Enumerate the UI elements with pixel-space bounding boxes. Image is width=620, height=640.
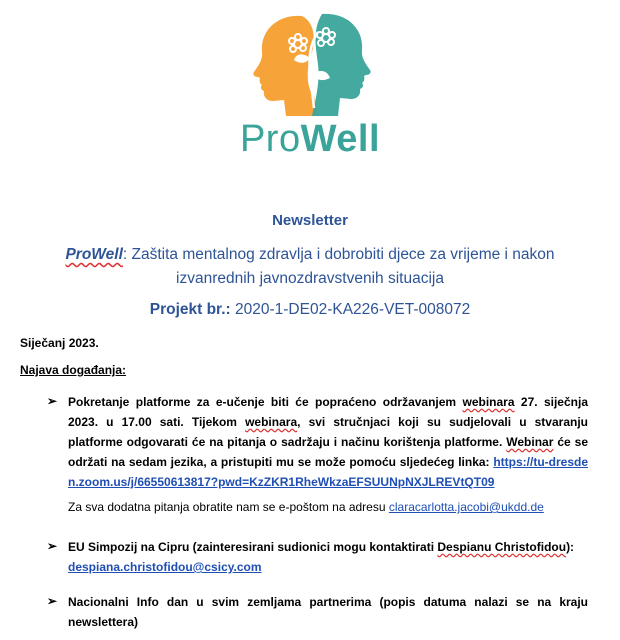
orange-head-shape <box>253 16 318 116</box>
brand-name <box>0 118 620 161</box>
item-text-webinar: Webinar <box>506 435 554 449</box>
symposium-email-link[interactable]: despiana.christofidou@csicy.com <box>68 560 262 574</box>
events-heading: Najava događanja: <box>20 363 127 377</box>
subtitle-line1: Zaštita mentalnog zdravlja i dobrobiti djece za vrijeme i nakon <box>127 246 555 263</box>
project-name: ProWell <box>65 246 123 263</box>
teal-head-shape <box>312 14 371 116</box>
brand-bold: Well <box>300 118 381 160</box>
contact-text: Za sva dodatna pitanja obratite nam se e-poštom na adresu <box>68 500 389 514</box>
bullet-arrow-icon: ➢ <box>47 594 58 608</box>
newsletter-title: Newsletter <box>272 212 348 229</box>
project-label: Projekt br.: <box>149 301 231 318</box>
subtitle-line2: izvanrednih javnozdravstvenih situacija <box>176 270 444 287</box>
project-number <box>0 301 620 319</box>
newsletter-subtitle <box>30 243 590 291</box>
bullet-arrow-icon: ➢ <box>47 539 58 553</box>
item-text: EU Simpozij na Cipru (zainteresirani sudionici mogu kontaktirati <box>68 540 438 554</box>
item-text-webinar: webinara <box>245 415 298 429</box>
bullet-arrow-icon: ➢ <box>47 394 58 408</box>
item-text: ): <box>566 540 575 554</box>
list-item-symposium <box>68 537 588 577</box>
item-text: 27. siječnja 2023. u 17.00 sati. Tijekom <box>68 395 588 429</box>
item-text: Pokretanje platforme za e-učenje biti će popraćeno održavanjem <box>68 395 463 409</box>
item-text: , svi stručnjaci koji su sudjelovali u stvaranju platforme odgovarati će na pitanja o sadržaju i načinu korištenja platforme. <box>68 415 588 449</box>
issue-date: Siječanj 2023. <box>20 336 99 350</box>
item-text-contact: Despianu Christofidou <box>437 540 567 554</box>
brand-light: Pro <box>239 118 301 160</box>
list-item-info-day: Nacionalni Info dan u svim zemljama partnerima (popis datuma nalazi se na kraju newslettera) <box>68 595 588 629</box>
item-text: će se održati na sedam jezika, a pristupiti mu se može pomoću sljedećeg linka: <box>68 435 588 469</box>
webinar-zoom-link[interactable]: https://tu-dresden.zoom.us/j/66550613817?pwd=KzZKR1RheWkzaEFSUUNpNXJLREVtQT09 <box>68 455 588 489</box>
contact-line <box>68 497 588 517</box>
item-text-webinar: webinara <box>462 395 515 409</box>
list-item-webinar <box>68 392 588 492</box>
project-number-value: 2020-1-DE02-KA226-VET-008072 <box>230 301 471 318</box>
contact-email-link[interactable]: claracarlotta.jacobi@ukdd.de <box>388 500 544 514</box>
subtitle-colon: : <box>122 246 128 263</box>
prowell-logo-icon <box>236 8 386 118</box>
